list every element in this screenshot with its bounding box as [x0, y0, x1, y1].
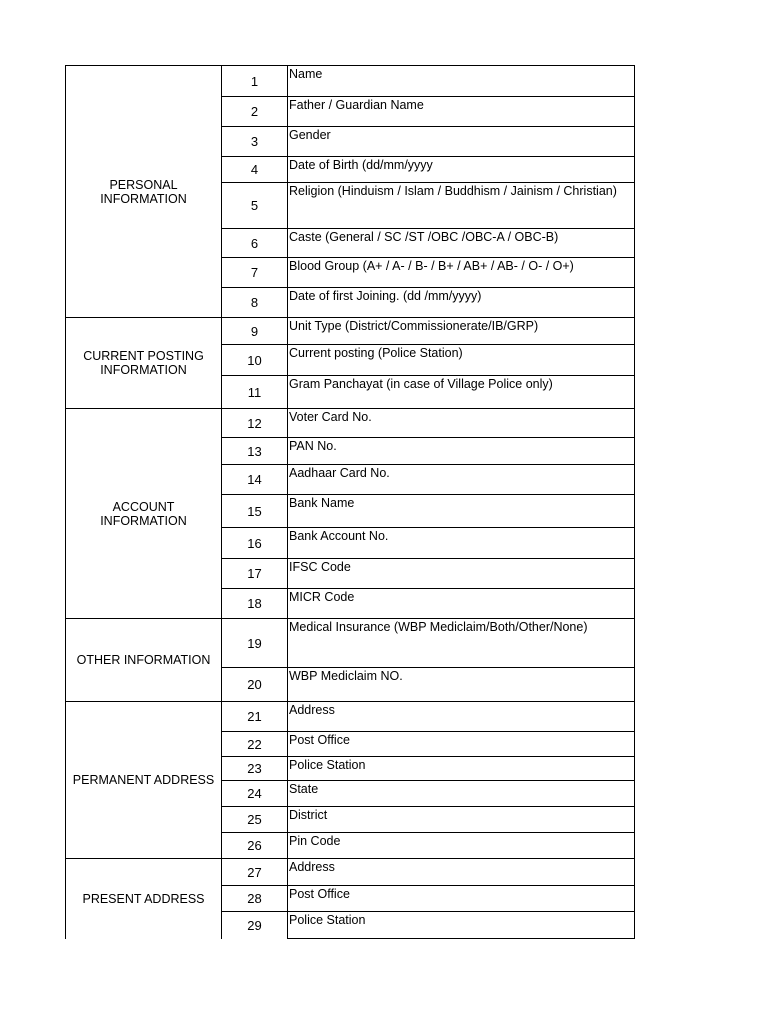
field-label: Gender — [287, 126, 635, 157]
field-label: IFSC Code — [287, 558, 635, 589]
row-number: 19 — [221, 618, 288, 668]
row-number: 4 — [221, 156, 288, 183]
field-label: PAN No. — [287, 437, 635, 465]
row-number: 6 — [221, 228, 288, 258]
row-number: 29 — [221, 911, 288, 939]
field-label: Pin Code — [287, 832, 635, 859]
field-label: Caste (General / SC /ST /OBC /OBC-A / OBC-B) — [287, 228, 635, 258]
field-label: Current posting (Police Station) — [287, 344, 635, 376]
field-label: Medical Insurance (WBP Mediclaim/Both/Other/None) — [287, 618, 635, 668]
row-number: 18 — [221, 588, 288, 619]
row-number: 2 — [221, 96, 288, 127]
row-number: 11 — [221, 375, 288, 409]
field-label: State — [287, 780, 635, 807]
row-number: 17 — [221, 558, 288, 589]
section-title: ACCOUNT INFORMATION — [65, 408, 222, 619]
row-number: 5 — [221, 182, 288, 229]
field-label: Father / Guardian Name — [287, 96, 635, 127]
field-label: Voter Card No. — [287, 408, 635, 438]
row-number: 8 — [221, 287, 288, 318]
field-label: Address — [287, 858, 635, 886]
row-number: 12 — [221, 408, 288, 438]
field-label: Blood Group (A+ / A- / B- / B+ / AB+ / AB- / O- / O+) — [287, 257, 635, 288]
row-number: 27 — [221, 858, 288, 886]
field-label: Aadhaar Card No. — [287, 464, 635, 495]
row-number: 1 — [221, 65, 288, 97]
section-title: PRESENT ADDRESS — [65, 858, 222, 939]
field-label: District — [287, 806, 635, 833]
row-number: 24 — [221, 780, 288, 807]
row-number: 25 — [221, 806, 288, 833]
section-title: CURRENT POSTING INFORMATION — [65, 317, 222, 409]
row-number: 21 — [221, 701, 288, 732]
row-number: 9 — [221, 317, 288, 345]
row-number: 26 — [221, 832, 288, 859]
row-number: 10 — [221, 344, 288, 376]
field-label: Bank Name — [287, 494, 635, 528]
field-label: Bank Account No. — [287, 527, 635, 559]
field-label: Gram Panchayat (in case of Village Police only) — [287, 375, 635, 409]
row-number: 14 — [221, 464, 288, 495]
row-number: 22 — [221, 731, 288, 757]
field-label: Religion (Hinduism / Islam / Buddhism / Jainism / Christian) — [287, 182, 635, 229]
row-number: 23 — [221, 756, 288, 781]
table-cut-edge — [287, 938, 635, 939]
row-number: 7 — [221, 257, 288, 288]
section-title: PERSONAL INFORMATION — [65, 65, 222, 318]
field-label: WBP Mediclaim NO. — [287, 667, 635, 702]
row-number: 3 — [221, 126, 288, 157]
field-label: Name — [287, 65, 635, 97]
field-label: Date of first Joining. (dd /mm/yyyy) — [287, 287, 635, 318]
row-number: 15 — [221, 494, 288, 528]
row-number: 13 — [221, 437, 288, 465]
field-label: MICR Code — [287, 588, 635, 619]
row-number: 16 — [221, 527, 288, 559]
field-label: Post Office — [287, 885, 635, 912]
row-number: 28 — [221, 885, 288, 912]
field-label: Unit Type (District/Commissionerate/IB/GRP) — [287, 317, 635, 345]
field-label: Address — [287, 701, 635, 732]
field-label: Post Office — [287, 731, 635, 757]
section-title: PERMANENT ADDRESS — [65, 701, 222, 859]
section-title: OTHER INFORMATION — [65, 618, 222, 702]
field-label: Date of Birth (dd/mm/yyyy — [287, 156, 635, 183]
field-label: Police Station — [287, 911, 635, 939]
field-label: Police Station — [287, 756, 635, 781]
row-number: 20 — [221, 667, 288, 702]
